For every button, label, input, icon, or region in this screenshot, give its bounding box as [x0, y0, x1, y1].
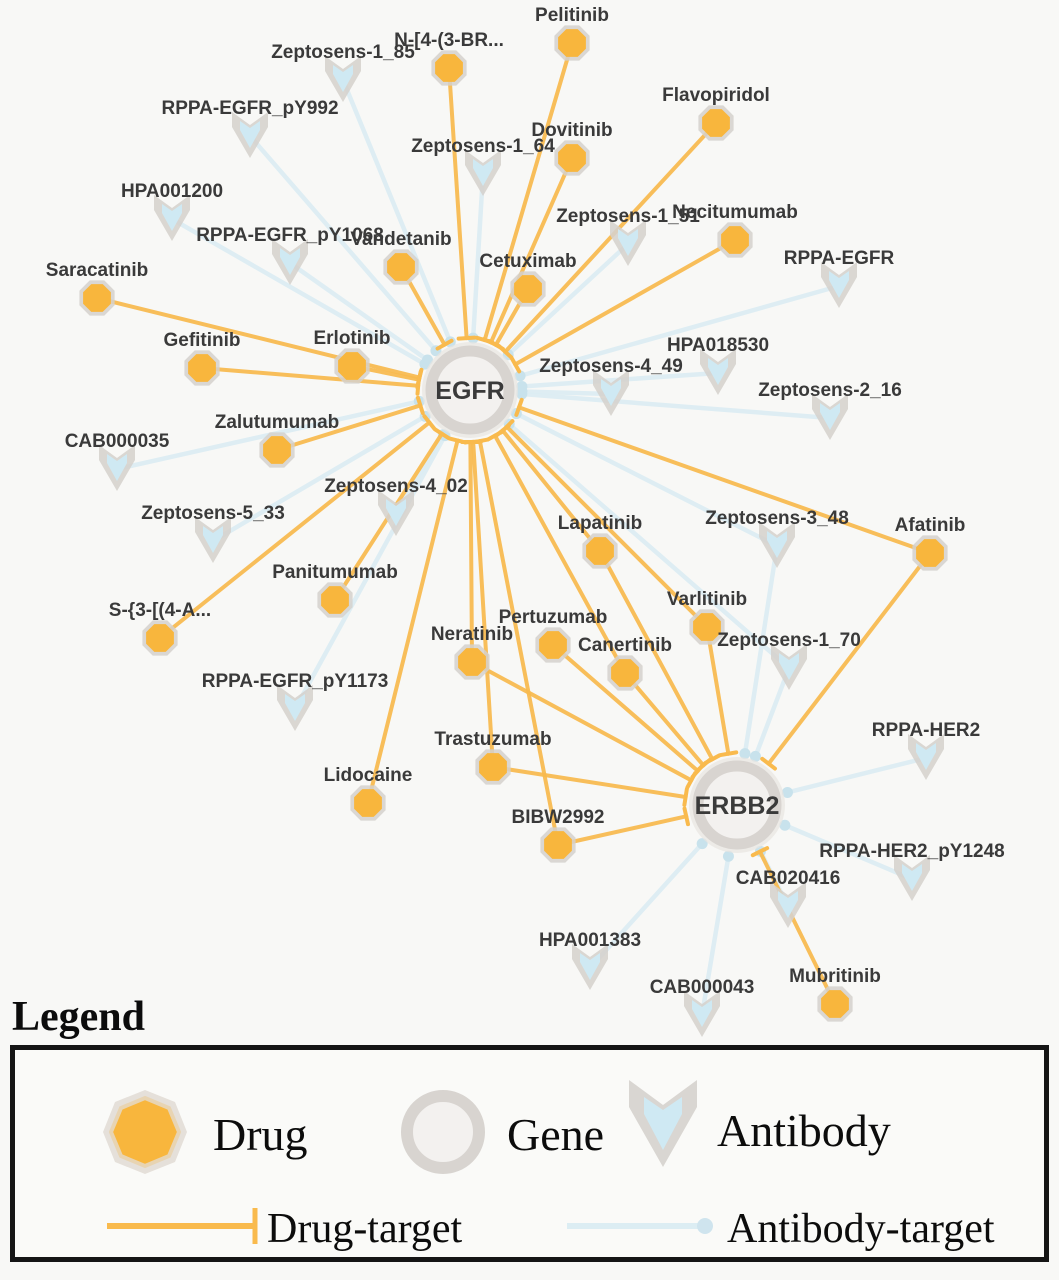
drug-label-n-4-3-br: N-[4-(3-BR... [394, 30, 504, 51]
drug-label-lidocaine: Lidocaine [323, 765, 413, 786]
drug-target-edge-icon [107, 1208, 255, 1244]
legend-antibody-label: Antibody [717, 1105, 891, 1156]
antibody-label-zeptosens-4-02: Zeptosens-4_02 [324, 476, 468, 497]
drug-label-flavopiridol: Flavopiridol [662, 85, 770, 106]
legend-antibody-target-label: Antibody-target [727, 1206, 995, 1252]
legend-drug-target-label: Drug-target [267, 1206, 463, 1252]
drug-octagon [387, 253, 415, 281]
antibody-node-icon [629, 1080, 697, 1167]
antibody-label-cab000043: CAB000043 [649, 977, 755, 998]
drug-label-neratinib: Neratinib [430, 624, 514, 645]
drug-octagon [544, 831, 572, 859]
edge-tee-varlitinib-erbb2 [720, 752, 736, 755]
drug-octagon [354, 789, 382, 817]
drug-octagon [263, 436, 291, 464]
antibody-label-rppa-her2: RPPA-HER2 [871, 720, 981, 741]
drug-label-bibw2992: BIBW2992 [511, 807, 605, 828]
drug-label-lapatinib: Lapatinib [557, 513, 643, 534]
drug-label-vandetanib: Vandetanib [350, 229, 452, 250]
drug-label-pertuzumab: Pertuzumab [498, 607, 608, 628]
drug-node-lidocaine[interactable] [350, 785, 385, 820]
drug-octagon [338, 352, 366, 380]
antibody-label-cab020416: CAB020416 [735, 868, 841, 889]
drug-label-dovitinib: Dovitinib [531, 120, 613, 141]
drug-node-s-3-4-a[interactable] [142, 620, 177, 655]
drug-label-erlotinib: Erlotinib [313, 328, 391, 349]
antibody-label-zeptosens-4-49: Zeptosens-4_49 [539, 356, 683, 377]
edge-tee-n-4-3-br-egfr [459, 338, 475, 339]
antibody-label-rppa-egfr-py992: RPPA-EGFR_pY992 [161, 98, 339, 119]
drug-node-icon [103, 1090, 187, 1174]
antibody-label-zeptosens-3-48: Zeptosens-3_48 [705, 508, 849, 529]
drug-octagon [558, 144, 586, 172]
legend-gene-label: Gene [507, 1109, 605, 1160]
gene-label-erbb2: ERBB2 [694, 792, 780, 820]
drug-node-mubritinib[interactable] [817, 986, 852, 1021]
drug-label-necitumumab: Necitumumab [672, 202, 798, 223]
drug-octagon [479, 753, 507, 781]
drug-octagon [458, 648, 486, 676]
antibody-label-zeptosens-2-16: Zeptosens-2_16 [758, 380, 902, 401]
antibody-target-edge-icon [567, 1218, 713, 1234]
gene-node-icon [407, 1096, 479, 1168]
antibody-label-rppa-her2-py1248: RPPA-HER2_pY1248 [819, 841, 1005, 862]
drug-octagon [916, 539, 944, 567]
antibody-label-hpa001200: HPA001200 [120, 181, 224, 202]
antibody-label-cab000035: CAB000035 [64, 431, 170, 452]
drug-node-flavopiridol[interactable] [698, 105, 733, 140]
drug-octagon [188, 354, 216, 382]
drug-label-s-3-4-a: S-{3-[(4-A... [108, 600, 212, 621]
drug-label-trastuzumab: Trastuzumab [434, 729, 552, 750]
antibody-label-zeptosens-5-33: Zeptosens-5_33 [141, 503, 285, 524]
drug-node-gefitinib[interactable] [184, 350, 219, 385]
drug-octagon [321, 586, 349, 614]
drug-label-mubritinib: Mubritinib [789, 966, 881, 987]
drug-octagon [558, 29, 586, 57]
drug-label-varlitinib: Varlitinib [666, 589, 748, 610]
drug-octagon [586, 537, 614, 565]
drug-node-neratinib[interactable] [454, 644, 489, 679]
drug-octagon [539, 631, 567, 659]
legend-heading: Legend [12, 994, 146, 1040]
drug-octagon [702, 109, 730, 137]
edge-n-4-3-br-egfr [449, 68, 467, 338]
drug-octagon [721, 226, 749, 254]
drug-node-afatinib[interactable] [912, 535, 947, 570]
antibody-label-hpa001383: HPA001383 [538, 930, 642, 951]
antibody-label-zeptosens-1-51: Zeptosens-1_51 [556, 206, 700, 227]
drug-node-cetuximab[interactable] [510, 271, 545, 306]
antibody-label-rppa-egfr-py1173: RPPA-EGFR_pY1173 [201, 671, 389, 692]
drug-label-gefitinib: Gefitinib [163, 330, 241, 351]
drug-node-erlotinib[interactable] [334, 348, 369, 383]
drug-node-trastuzumab[interactable] [475, 749, 510, 784]
drug-octagon [435, 54, 463, 82]
drug-octagon [821, 990, 849, 1018]
drug-node-necitumumab[interactable] [717, 222, 752, 257]
drug-octagon [83, 284, 111, 312]
antibody-label-zeptosens-1-85: Zeptosens-1_85 [271, 42, 415, 63]
drug-node-n-4-3-br[interactable] [431, 50, 466, 85]
drug-octagon [611, 659, 639, 687]
legend-drug-label: Drug [213, 1109, 308, 1160]
drug-node-panitumumab[interactable] [317, 582, 352, 617]
drug-label-saracatinib: Saracatinib [45, 260, 149, 281]
edge-tee-bibw2992-erbb2 [685, 809, 688, 825]
drug-label-canertinib: Canertinib [578, 635, 672, 656]
antibody-label-rppa-egfr-py1068: RPPA-EGFR_pY1068 [196, 225, 384, 246]
drug-node-saracatinib[interactable] [79, 280, 114, 315]
antibody-label-zeptosens-1-70: Zeptosens-1_70 [717, 630, 861, 651]
drug-node-pelitinib[interactable] [554, 25, 589, 60]
drug-node-zalutumumab[interactable] [259, 432, 294, 467]
drug-octagon [146, 624, 174, 652]
drug-node-vandetanib[interactable] [383, 249, 418, 284]
drug-node-bibw2992[interactable] [540, 827, 575, 862]
drug-label-panitumumab: Panitumumab [272, 562, 398, 583]
drug-octagon [514, 275, 542, 303]
legend-content [15, 1050, 1044, 1257]
edge-tee-trastuzumab-erbb2 [684, 789, 686, 805]
drug-label-cetuximab: Cetuximab [479, 251, 577, 272]
drug-node-lapatinib[interactable] [582, 533, 617, 568]
edge-trastuzumab-erbb2 [493, 767, 686, 797]
drug-node-canertinib[interactable] [607, 655, 642, 690]
antibody-label-zeptosens-1-64: Zeptosens-1_64 [411, 136, 555, 157]
drug-label-afatinib: Afatinib [894, 515, 966, 536]
legend-box [10, 1045, 1049, 1262]
drug-node-pertuzumab[interactable] [535, 627, 570, 662]
drug-label-pelitinib: Pelitinib [535, 5, 609, 26]
labels-layer [46, 5, 1005, 998]
drug-label-zalutumumab: Zalutumumab [214, 412, 340, 433]
antibody-label-hpa018530: HPA018530 [666, 335, 770, 356]
antibody-label-rppa-egfr: RPPA-EGFR [783, 248, 895, 269]
gene-label-egfr: EGFR [435, 377, 505, 405]
edge-rppa-her2-erbb2 [787, 758, 926, 792]
drug-node-dovitinib[interactable] [554, 140, 589, 175]
